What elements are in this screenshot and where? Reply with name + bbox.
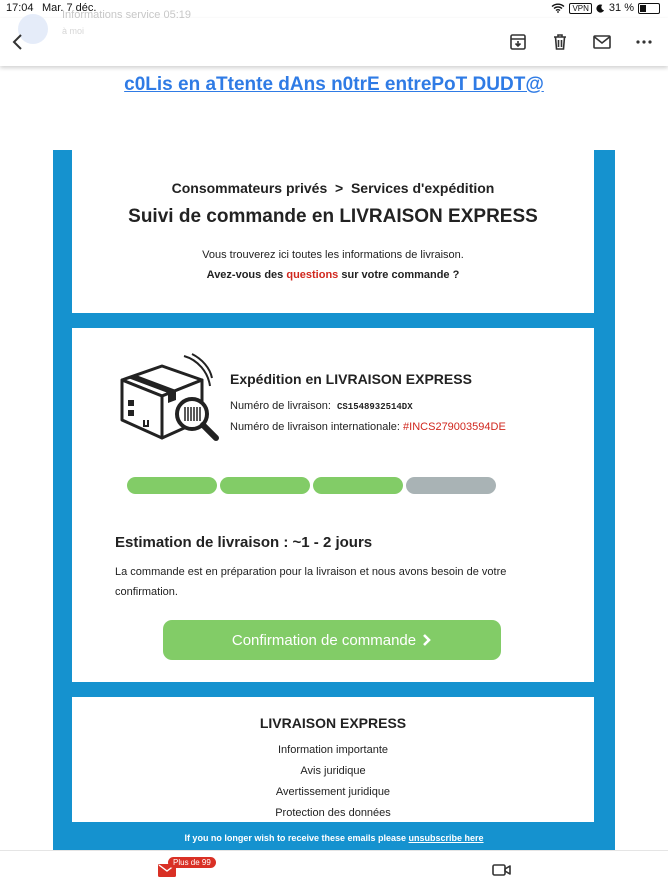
- intl-value: #INCS279003594DE: [403, 421, 506, 433]
- intro-card: [72, 150, 594, 313]
- shipment-card: [72, 328, 594, 682]
- recipient-line: à moi: [62, 26, 85, 36]
- bottom-navigation: [0, 850, 668, 891]
- vpn-badge: VPN: [569, 3, 591, 14]
- confirm-order-label: Confirmation de commande: [231, 631, 417, 649]
- moon-icon: [596, 4, 605, 13]
- status-icons: [551, 2, 660, 14]
- chevron-left-icon: [8, 32, 28, 52]
- order-status-text: La commande est en préparation pour la livraison et nous avons besoin de votre confirmation.: [115, 566, 507, 598]
- footer-card: [72, 697, 594, 822]
- unsubscribe-text: If you no longer wish to receive these emails please: [184, 833, 409, 843]
- confirm-order-button[interactable]: [163, 620, 501, 660]
- tracking-value: CS1548932514DX: [337, 402, 413, 412]
- footer-title: LIVRAISON EXPRESS: [259, 715, 407, 731]
- questions-line: [72, 269, 594, 281]
- clock: 17:04: [6, 2, 34, 14]
- footer-link-legal-notice[interactable]: Avis juridique: [300, 765, 366, 777]
- email-body: [53, 150, 615, 850]
- questions-link[interactable]: questions: [286, 269, 339, 281]
- footer-link-important[interactable]: Information importante: [277, 744, 389, 756]
- email-subject[interactable]: c0Lis en aTtente dAns n0trE entrePoT DUDT@: [124, 74, 544, 95]
- progress-segment: [220, 477, 310, 494]
- more-horizontal-icon: [634, 32, 654, 52]
- wifi-icon: [551, 3, 565, 13]
- trash-icon: [550, 32, 570, 52]
- email-toolbar: [0, 9, 668, 66]
- tracking-label: Numéro de livraison:: [230, 400, 331, 412]
- battery-icon: [638, 3, 660, 14]
- questions-suffix: sur votre commande ?: [338, 269, 460, 281]
- progress-segment: [406, 477, 496, 494]
- questions-prefix: Avez-vous des: [206, 269, 287, 281]
- progress-segment: [127, 477, 217, 494]
- archive-icon: [508, 32, 528, 52]
- intl-label: Numéro de livraison internationale:: [230, 421, 400, 433]
- progress-segment: [313, 477, 403, 494]
- footer-link-disclaimer[interactable]: Avertissement juridique: [275, 786, 391, 798]
- battery-percent: 31 %: [608, 2, 634, 14]
- unsubscribe-line: [53, 833, 615, 843]
- more-button[interactable]: [632, 30, 656, 54]
- breadcrumb: Consommateurs privés > Services d'expédition: [171, 180, 495, 196]
- tracking-number: [230, 400, 413, 412]
- page-title: Suivi de commande en LIVRAISON EXPRESS: [128, 206, 538, 227]
- intro-text: Vous trouverez ici toutes les informations de livraison.: [202, 249, 464, 261]
- mail-icon: [592, 32, 612, 52]
- unsubscribe-link[interactable]: unsubscribe here: [408, 833, 484, 843]
- unread-badge: Plus de 99: [168, 857, 216, 868]
- video-camera-icon[interactable]: [492, 862, 512, 878]
- delivery-estimate: Estimation de livraison : ~1 - 2 jours: [115, 534, 373, 551]
- back-button[interactable]: [6, 30, 30, 54]
- date: Mar. 7 déc.: [42, 2, 97, 14]
- sender-name: Informations service 05:19: [62, 9, 192, 21]
- delivery-progress-bar: [127, 477, 496, 494]
- archive-button[interactable]: [506, 30, 530, 54]
- shipment-title: Expédition en LIVRAISON EXPRESS: [230, 371, 472, 387]
- chevron-right-icon: [422, 633, 432, 647]
- delete-button[interactable]: [548, 30, 572, 54]
- footer-link-privacy[interactable]: Protection des données: [275, 807, 391, 819]
- international-tracking: [230, 421, 506, 433]
- mark-unread-button[interactable]: [590, 30, 614, 54]
- package-search-icon: [114, 350, 224, 450]
